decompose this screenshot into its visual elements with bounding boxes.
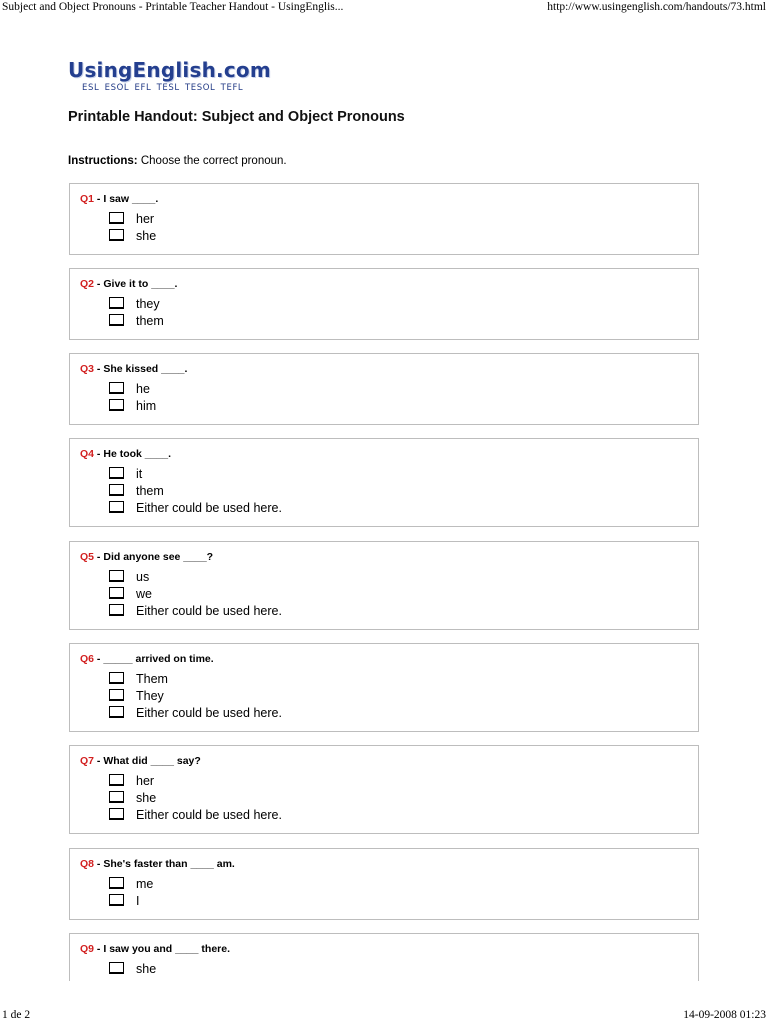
option-label: we bbox=[136, 586, 152, 601]
page-title: Printable Handout: Subject and Object Pronouns bbox=[68, 109, 405, 125]
option-row[interactable] bbox=[109, 772, 282, 789]
checkbox[interactable] bbox=[109, 689, 124, 701]
option-label: him bbox=[136, 398, 157, 413]
checkbox[interactable] bbox=[109, 501, 124, 513]
question-line: Q7 - What did ____ say? bbox=[80, 755, 201, 767]
question-text: I saw ____. bbox=[103, 193, 159, 205]
option-label: them bbox=[136, 313, 164, 328]
checkbox[interactable] bbox=[109, 382, 124, 394]
instructions-text: Choose the correct pronoun. bbox=[140, 155, 287, 167]
question-text: What did ____ say? bbox=[103, 755, 201, 767]
option-row[interactable] bbox=[109, 312, 164, 329]
option-row[interactable] bbox=[109, 687, 282, 704]
option-label: Either could be used here. bbox=[136, 603, 282, 618]
question-text: I saw you and ____ there. bbox=[103, 943, 230, 955]
option-row[interactable] bbox=[109, 806, 282, 823]
option-list bbox=[109, 380, 156, 414]
checkbox[interactable] bbox=[109, 962, 124, 974]
instructions-label: Instructions: bbox=[68, 155, 138, 167]
question-box bbox=[69, 933, 699, 981]
option-row[interactable] bbox=[109, 397, 156, 414]
option-label: me bbox=[136, 876, 154, 891]
option-label: her bbox=[136, 773, 155, 788]
print-header bbox=[0, 0, 768, 16]
option-label: she bbox=[136, 961, 157, 976]
checkbox[interactable] bbox=[109, 212, 124, 224]
option-label: Either could be used here. bbox=[136, 807, 282, 822]
option-label: it bbox=[136, 466, 143, 481]
option-row[interactable] bbox=[109, 602, 282, 619]
checkbox[interactable] bbox=[109, 314, 124, 326]
option-row[interactable] bbox=[109, 465, 282, 482]
question-line: Q5 - Did anyone see ____? bbox=[80, 551, 214, 563]
question-line: Q2 - Give it to ____. bbox=[80, 278, 178, 290]
question-text: _____ arrived on time. bbox=[103, 653, 214, 665]
question-box bbox=[69, 183, 699, 255]
question-number: Q8 bbox=[80, 858, 95, 870]
print-header-title: Subject and Object Pronouns - Printable Teacher Handout - UsingEnglis... bbox=[2, 1, 344, 13]
checkbox[interactable] bbox=[109, 706, 124, 718]
question-number: Q4 bbox=[80, 448, 95, 460]
checkbox[interactable] bbox=[109, 877, 124, 889]
question-number: Q5 bbox=[80, 551, 95, 563]
question-text: Give it to ____. bbox=[103, 278, 178, 290]
question-text: He took ____. bbox=[103, 448, 172, 460]
page-number: 1 de 2 bbox=[2, 1009, 31, 1021]
question-line: Q8 - She's faster than ____ am. bbox=[80, 858, 235, 870]
option-row[interactable] bbox=[109, 585, 282, 602]
option-list bbox=[109, 960, 156, 977]
print-datetime: 14-09-2008 01:23 bbox=[683, 1009, 766, 1021]
checkbox[interactable] bbox=[109, 229, 124, 241]
question-number: Q1 bbox=[80, 193, 95, 205]
print-footer bbox=[0, 1008, 768, 1024]
checkbox[interactable] bbox=[109, 774, 124, 786]
option-row[interactable] bbox=[109, 380, 156, 397]
option-label: They bbox=[136, 688, 164, 703]
question-number: Q3 bbox=[80, 363, 95, 375]
logo-tags: ESL ESOL EFL TESL TESOL TEFL bbox=[82, 83, 244, 93]
option-label: Either could be used here. bbox=[136, 705, 282, 720]
question-text: She kissed ____. bbox=[103, 363, 188, 375]
option-list bbox=[109, 465, 282, 516]
print-header-url: http://www.usingenglish.com/handouts/73.html bbox=[547, 1, 766, 13]
checkbox[interactable] bbox=[109, 808, 124, 820]
option-row[interactable] bbox=[109, 210, 156, 227]
question-box bbox=[69, 848, 699, 920]
option-label: Either could be used here. bbox=[136, 500, 282, 515]
logo-name: UsingEnglish.com bbox=[68, 58, 271, 82]
question-line: Q1 - I saw ____. bbox=[80, 193, 159, 205]
option-row[interactable] bbox=[109, 875, 153, 892]
option-label: us bbox=[136, 569, 150, 584]
option-list bbox=[109, 568, 282, 619]
option-label: Them bbox=[136, 671, 168, 686]
option-label: her bbox=[136, 211, 155, 226]
question-number: Q7 bbox=[80, 755, 95, 767]
question-line: Q4 - He took ____. bbox=[80, 448, 172, 460]
question-line: Q6 - _____ arrived on time. bbox=[80, 653, 214, 665]
question-line: Q3 - She kissed ____. bbox=[80, 363, 188, 375]
option-list bbox=[109, 295, 164, 329]
option-row[interactable] bbox=[109, 670, 282, 687]
option-row[interactable] bbox=[109, 789, 282, 806]
question-box bbox=[69, 643, 699, 732]
checkbox[interactable] bbox=[109, 672, 124, 684]
question-number: Q9 bbox=[80, 943, 95, 955]
site-logo[interactable] bbox=[68, 58, 271, 93]
question-box bbox=[69, 268, 699, 340]
question-text: Did anyone see ____? bbox=[103, 551, 214, 563]
question-box bbox=[69, 745, 699, 834]
option-list bbox=[109, 210, 156, 244]
option-list bbox=[109, 875, 153, 909]
option-row[interactable] bbox=[109, 499, 282, 516]
checkbox[interactable] bbox=[109, 399, 124, 411]
checkbox[interactable] bbox=[109, 791, 124, 803]
checkbox[interactable] bbox=[109, 894, 124, 906]
option-row[interactable] bbox=[109, 704, 282, 721]
question-number: Q2 bbox=[80, 278, 95, 290]
question-box bbox=[69, 438, 699, 527]
option-row[interactable] bbox=[109, 227, 156, 244]
option-row[interactable] bbox=[109, 295, 164, 312]
checkbox[interactable] bbox=[109, 570, 124, 582]
question-number: Q6 bbox=[80, 653, 95, 665]
option-list bbox=[109, 772, 282, 823]
option-label: they bbox=[136, 296, 160, 311]
option-label: them bbox=[136, 483, 164, 498]
instructions bbox=[68, 155, 287, 167]
option-label: she bbox=[136, 790, 157, 805]
checkbox[interactable] bbox=[109, 604, 124, 616]
checkbox[interactable] bbox=[109, 587, 124, 599]
option-list bbox=[109, 670, 282, 721]
option-row[interactable] bbox=[109, 482, 282, 499]
option-label: she bbox=[136, 228, 157, 243]
question-box bbox=[69, 353, 699, 425]
question-text: She's faster than ____ am. bbox=[103, 858, 235, 870]
option-row[interactable] bbox=[109, 568, 282, 585]
question-box bbox=[69, 541, 699, 630]
option-row[interactable] bbox=[109, 960, 156, 977]
checkbox[interactable] bbox=[109, 484, 124, 496]
option-label: he bbox=[136, 381, 150, 396]
option-label: I bbox=[136, 893, 140, 908]
checkbox[interactable] bbox=[109, 467, 124, 479]
checkbox[interactable] bbox=[109, 297, 124, 309]
question-line: Q9 - I saw you and ____ there. bbox=[80, 943, 230, 955]
option-row[interactable] bbox=[109, 892, 153, 909]
